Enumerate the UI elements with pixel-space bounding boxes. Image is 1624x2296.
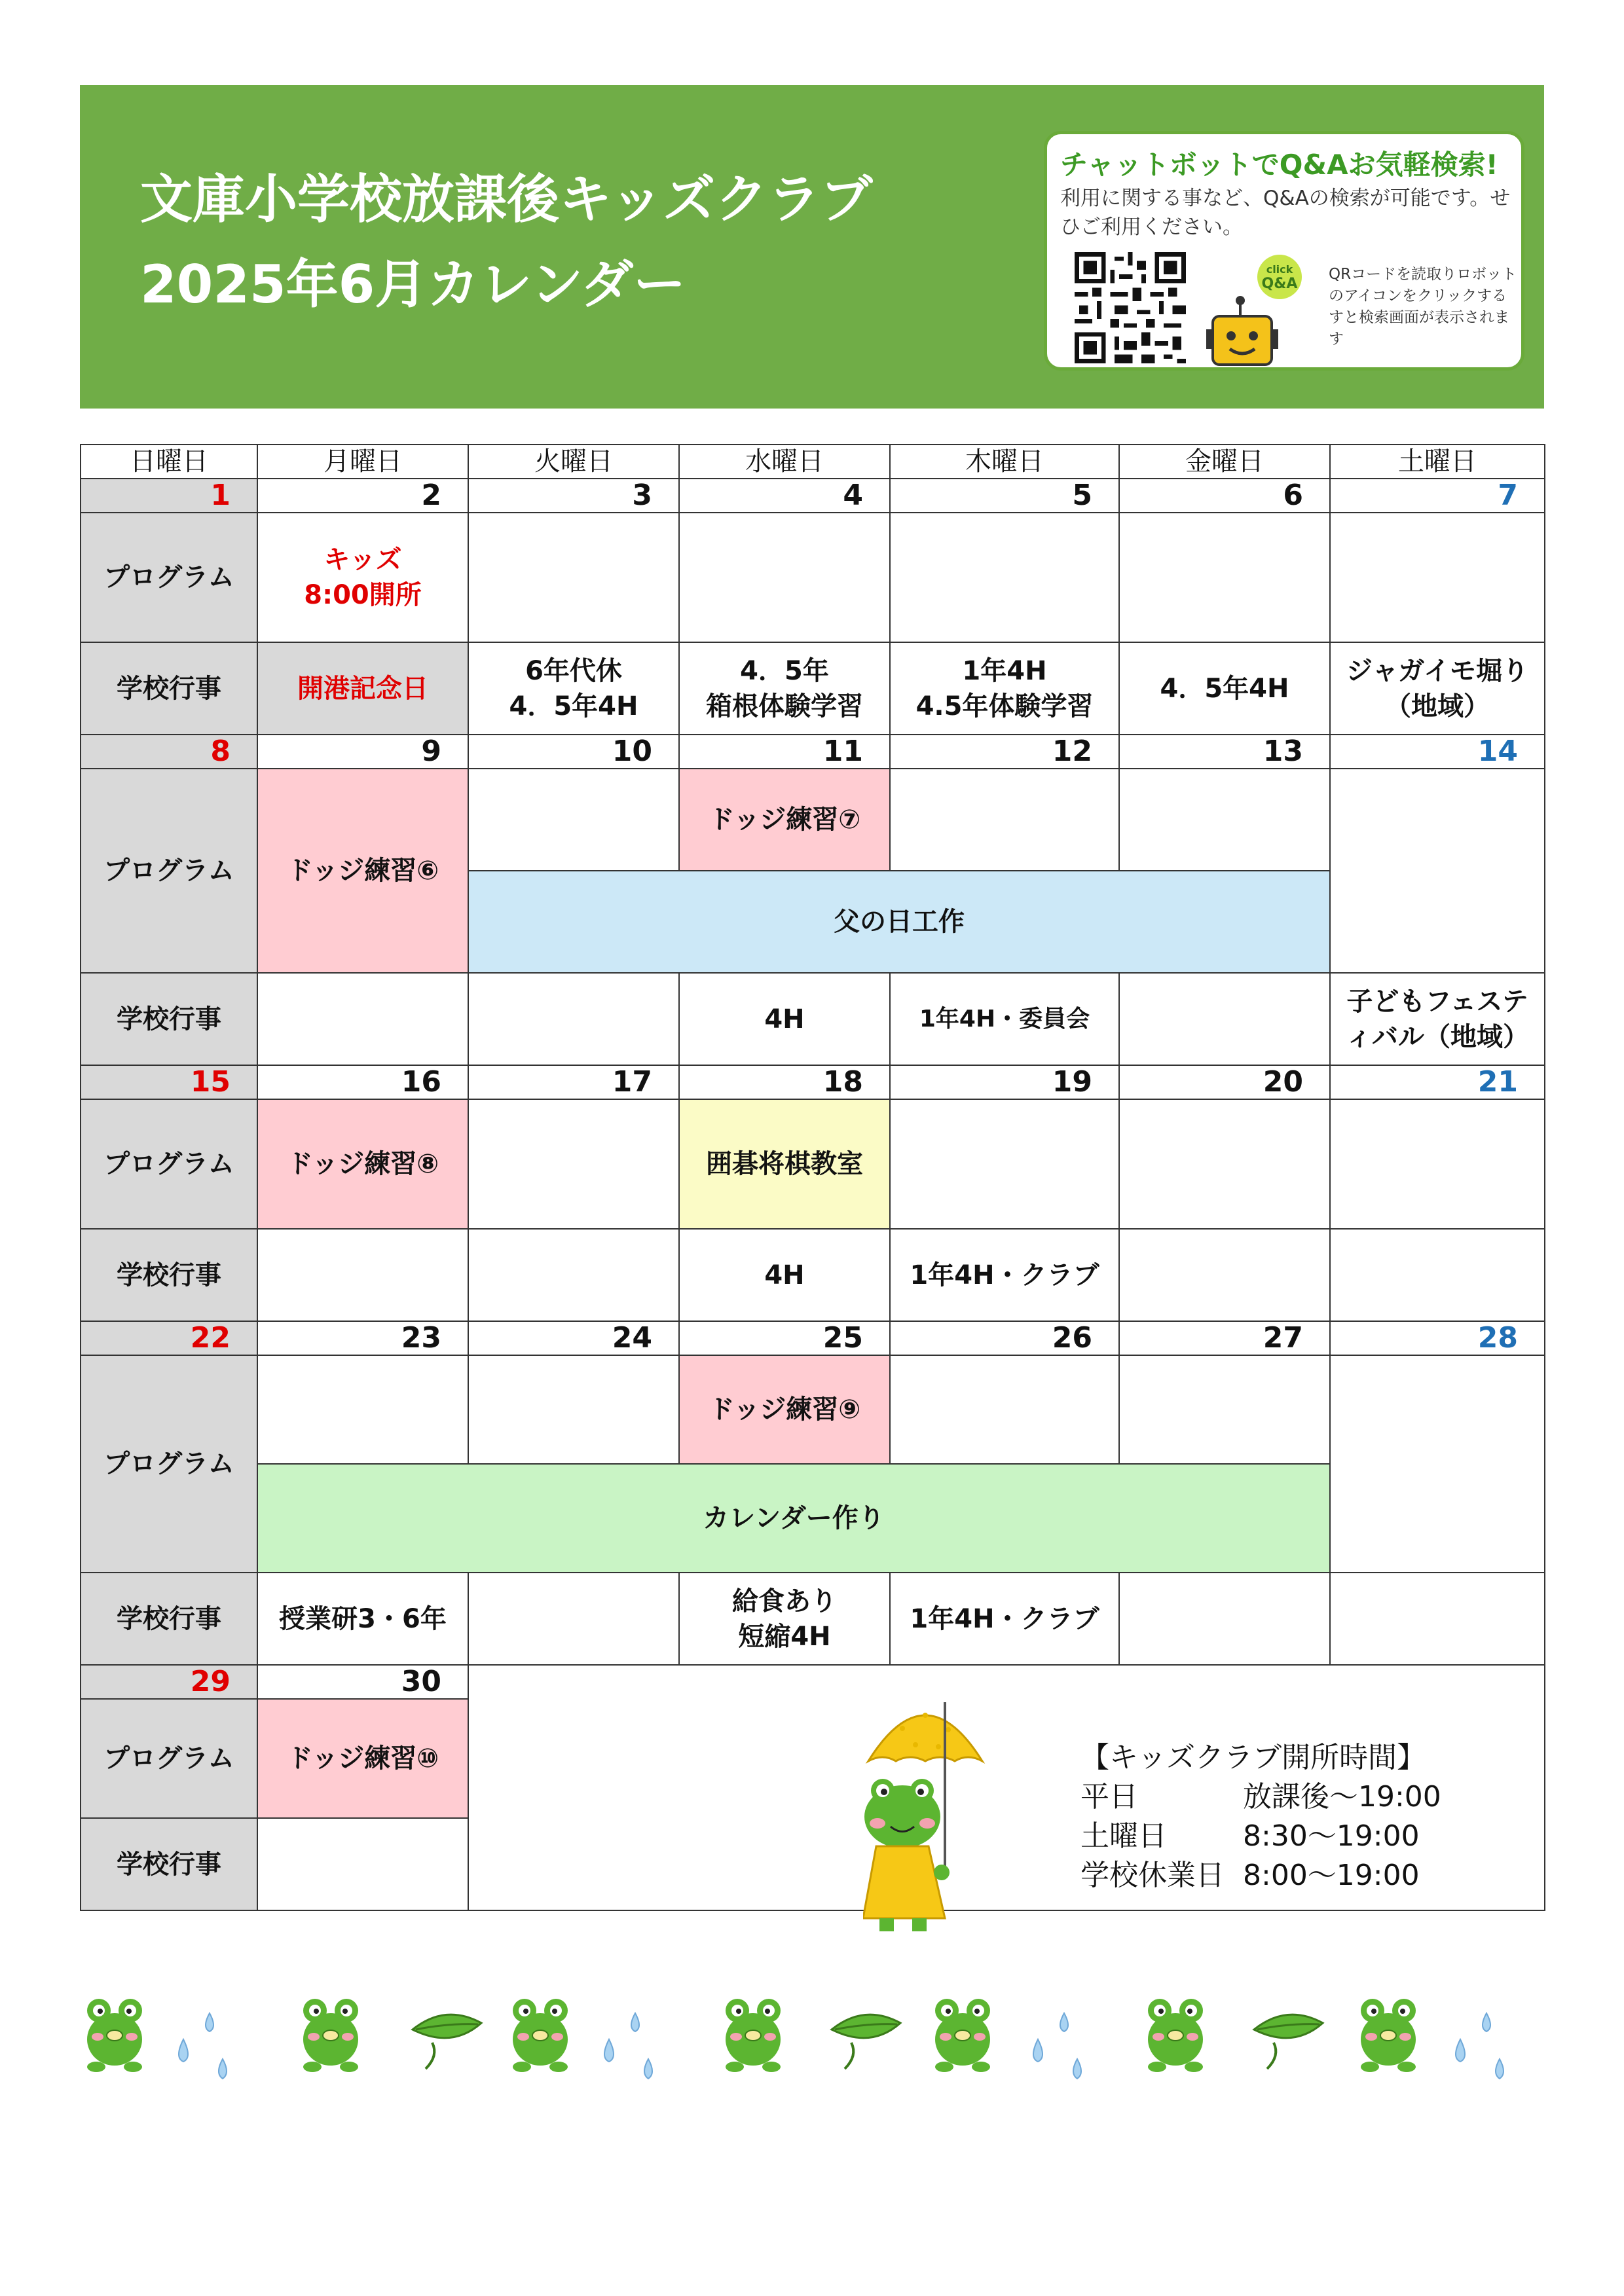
school-event: 1年4H・クラブ bbox=[890, 1229, 1119, 1321]
week1-school-row bbox=[81, 642, 1545, 735]
empty-cell bbox=[1119, 1355, 1330, 1464]
row-label-school: 学校行事 bbox=[81, 1818, 257, 1910]
row-label-school: 学校行事 bbox=[81, 973, 257, 1065]
row-label-program: プログラム bbox=[81, 769, 257, 973]
hours-title: 【キッズクラブ開所時間】 bbox=[1080, 1741, 1426, 1774]
hours-label: 平日 bbox=[1080, 1780, 1138, 1813]
week4-program-row-b bbox=[81, 1464, 1545, 1573]
school-event: 4H bbox=[679, 1229, 890, 1321]
qa-heading: チャットボットでQ&Aお気軽検索! bbox=[1060, 149, 1498, 181]
school-event: 授業研3・6年 bbox=[257, 1573, 468, 1665]
date-cell: 10 bbox=[468, 735, 679, 769]
weekday-header-row bbox=[81, 445, 1545, 479]
date-cell: 1 bbox=[81, 479, 257, 513]
raindrop-icon bbox=[179, 2013, 227, 2079]
school-event: 子どもフェステ ィバル（地域） bbox=[1330, 973, 1545, 1065]
school-event bbox=[468, 973, 679, 1065]
svg-text:click: click bbox=[1266, 263, 1293, 276]
date-cell: 2 bbox=[257, 479, 468, 513]
qr-code-icon[interactable] bbox=[1075, 252, 1186, 363]
hours-label: 学校休業日 bbox=[1080, 1859, 1225, 1892]
empty-cell bbox=[1330, 1099, 1545, 1229]
header-banner bbox=[80, 85, 1544, 409]
school-event bbox=[1119, 973, 1330, 1065]
empty-cell bbox=[890, 769, 1119, 871]
empty-cell bbox=[468, 513, 679, 642]
frog-icon bbox=[1361, 1999, 1416, 2072]
date-cell: 22 bbox=[81, 1321, 257, 1355]
weekday-thu: 木曜日 bbox=[890, 445, 1119, 479]
school-event bbox=[1119, 1229, 1330, 1321]
date-cell: 15 bbox=[81, 1065, 257, 1099]
row-label-school: 学校行事 bbox=[81, 1573, 257, 1665]
date-cell: 20 bbox=[1119, 1065, 1330, 1099]
raindrop-icon bbox=[1033, 2013, 1081, 2079]
school-event bbox=[1330, 1229, 1545, 1321]
date-cell: 11 bbox=[679, 735, 890, 769]
svg-text:Q&A: Q&A bbox=[1261, 276, 1298, 292]
opening-hours bbox=[1080, 1738, 1441, 1895]
event-dodge-practice: ドッジ練習⑦ bbox=[679, 769, 890, 871]
event-kids-open: キッズ 8:00開所 bbox=[257, 513, 468, 642]
school-event: 給食あり 短縮4H bbox=[679, 1573, 890, 1665]
school-event bbox=[1330, 1573, 1545, 1665]
empty-cell bbox=[1330, 513, 1545, 642]
date-cell: 7 bbox=[1330, 479, 1545, 513]
empty-cell bbox=[1330, 769, 1545, 973]
school-event bbox=[1119, 1573, 1330, 1665]
date-cell: 19 bbox=[890, 1065, 1119, 1099]
decorative-frog-border bbox=[72, 1984, 1552, 2082]
week5-dates bbox=[81, 1665, 1545, 1699]
empty-cell bbox=[257, 1818, 468, 1910]
empty-cell bbox=[890, 513, 1119, 642]
frog-icon bbox=[935, 1999, 990, 2072]
empty-cell bbox=[468, 769, 679, 871]
chatbot-qa-box[interactable] bbox=[1044, 131, 1524, 371]
week3-school-row bbox=[81, 1229, 1545, 1321]
empty-cell bbox=[468, 1355, 679, 1464]
event-go-shogi-class: 囲碁将棋教室 bbox=[679, 1099, 890, 1229]
event-dodge-practice: ドッジ練習⑧ bbox=[257, 1099, 468, 1229]
date-cell: 4 bbox=[679, 479, 890, 513]
school-event: 4．5年4H bbox=[1119, 642, 1330, 735]
robot-icon[interactable] bbox=[1201, 252, 1332, 370]
page-title: 文庫小学校放課後キッズクラブ bbox=[140, 169, 873, 230]
date-cell: 28 bbox=[1330, 1321, 1545, 1355]
empty-cell bbox=[468, 1099, 679, 1229]
date-cell: 25 bbox=[679, 1321, 890, 1355]
hours-value: 放課後～19:00 bbox=[1243, 1780, 1441, 1813]
school-event: 4．5年 箱根体験学習 bbox=[679, 642, 890, 735]
week2-dates bbox=[81, 735, 1545, 769]
hours-row bbox=[1080, 1856, 1441, 1895]
date-cell: 21 bbox=[1330, 1065, 1545, 1099]
week3-dates bbox=[81, 1065, 1545, 1099]
hours-value: 8:00～19:00 bbox=[1243, 1859, 1420, 1892]
date-cell: 29 bbox=[81, 1665, 257, 1699]
row-label-program: プログラム bbox=[81, 513, 257, 642]
school-event bbox=[468, 1229, 679, 1321]
hours-row bbox=[1080, 1777, 1441, 1817]
event-dodge-practice: ドッジ練習⑩ bbox=[257, 1699, 468, 1818]
frog-umbrella-illustration bbox=[863, 1676, 987, 1938]
school-event: 4H bbox=[679, 973, 890, 1065]
raindrop-icon bbox=[604, 2013, 652, 2079]
weekday-sat: 土曜日 bbox=[1330, 445, 1545, 479]
frog-icon bbox=[303, 1999, 358, 2072]
school-event: 1年4H 4.5年体験学習 bbox=[890, 642, 1119, 735]
weekday-tue: 火曜日 bbox=[468, 445, 679, 479]
raindrop-icon bbox=[1456, 2013, 1504, 2079]
empty-cell bbox=[1119, 1099, 1330, 1229]
date-cell: 24 bbox=[468, 1321, 679, 1355]
date-cell: 12 bbox=[890, 735, 1119, 769]
date-cell: 30 bbox=[257, 1665, 468, 1699]
week3-program-row bbox=[81, 1099, 1545, 1229]
weekday-fri: 金曜日 bbox=[1119, 445, 1330, 479]
page-subtitle: 2025年6月カレンダー bbox=[140, 254, 686, 315]
school-event: 1年4H・クラブ bbox=[890, 1573, 1119, 1665]
week2-program-row-a bbox=[81, 769, 1545, 871]
empty-cell bbox=[890, 1099, 1119, 1229]
weekday-mon: 月曜日 bbox=[257, 445, 468, 479]
date-cell: 27 bbox=[1119, 1321, 1330, 1355]
week1-dates bbox=[81, 479, 1545, 513]
row-label-school: 学校行事 bbox=[81, 642, 257, 735]
row-label-program: プログラム bbox=[81, 1099, 257, 1229]
row-label-program: プログラム bbox=[81, 1699, 257, 1818]
date-cell: 8 bbox=[81, 735, 257, 769]
frog-icon bbox=[513, 1999, 568, 2072]
qa-instructions: QRコードを読取りロボットのアイコンをクリックするすと検索画面が表示されます bbox=[1329, 266, 1517, 348]
row-label-school: 学校行事 bbox=[81, 1229, 257, 1321]
date-cell: 6 bbox=[1119, 479, 1330, 513]
leaf-icon bbox=[832, 2014, 900, 2069]
event-dodge-practice: ドッジ練習⑥ bbox=[257, 769, 468, 973]
date-cell: 16 bbox=[257, 1065, 468, 1099]
date-cell: 23 bbox=[257, 1321, 468, 1355]
date-cell: 26 bbox=[890, 1321, 1119, 1355]
empty-cell bbox=[679, 513, 890, 642]
empty-cell bbox=[1330, 1355, 1545, 1573]
date-cell: 18 bbox=[679, 1065, 890, 1099]
weekday-wed: 水曜日 bbox=[679, 445, 890, 479]
school-event: ジャガイモ堀り （地域） bbox=[1330, 642, 1545, 735]
school-event: 6年代休 4．5年4H bbox=[468, 642, 679, 735]
empty-cell bbox=[257, 1355, 468, 1464]
school-event bbox=[468, 1573, 679, 1665]
qa-description: 利用に関する事など、Q&Aの検索が可能です。せひご利用ください。 bbox=[1060, 187, 1511, 239]
week2-school-row bbox=[81, 973, 1545, 1065]
week1-program-row bbox=[81, 513, 1545, 642]
date-cell: 13 bbox=[1119, 735, 1330, 769]
calendar-table bbox=[80, 444, 1545, 1911]
event-fathers-day-craft: 父の日工作 bbox=[468, 871, 1330, 973]
week4-school-row bbox=[81, 1573, 1545, 1665]
date-cell: 14 bbox=[1330, 735, 1545, 769]
weekday-sun: 日曜日 bbox=[81, 445, 257, 479]
date-cell: 17 bbox=[468, 1065, 679, 1099]
empty-cell bbox=[1119, 513, 1330, 642]
school-event: 開港記念日 bbox=[257, 642, 468, 735]
school-event bbox=[257, 1229, 468, 1321]
event-calendar-making: カレンダー作り bbox=[257, 1464, 1330, 1573]
hours-label: 土曜日 bbox=[1080, 1819, 1167, 1853]
date-cell: 3 bbox=[468, 479, 679, 513]
empty-cell bbox=[1119, 769, 1330, 871]
leaf-icon bbox=[1254, 2014, 1323, 2069]
week4-program-row-a bbox=[81, 1355, 1545, 1464]
school-event: 1年4H・委員会 bbox=[890, 973, 1119, 1065]
date-cell: 5 bbox=[890, 479, 1119, 513]
hours-value: 8:30～19:00 bbox=[1243, 1819, 1420, 1853]
week4-dates bbox=[81, 1321, 1545, 1355]
row-label-program: プログラム bbox=[81, 1355, 257, 1573]
frog-icon bbox=[1148, 1999, 1203, 2072]
hours-row bbox=[1080, 1817, 1441, 1856]
leaf-icon bbox=[413, 2014, 481, 2069]
school-event bbox=[257, 973, 468, 1065]
date-cell: 9 bbox=[257, 735, 468, 769]
frog-icon bbox=[87, 1999, 142, 2072]
empty-cell bbox=[890, 1355, 1119, 1464]
event-dodge-practice: ドッジ練習⑨ bbox=[679, 1355, 890, 1464]
frog-icon bbox=[726, 1999, 781, 2072]
